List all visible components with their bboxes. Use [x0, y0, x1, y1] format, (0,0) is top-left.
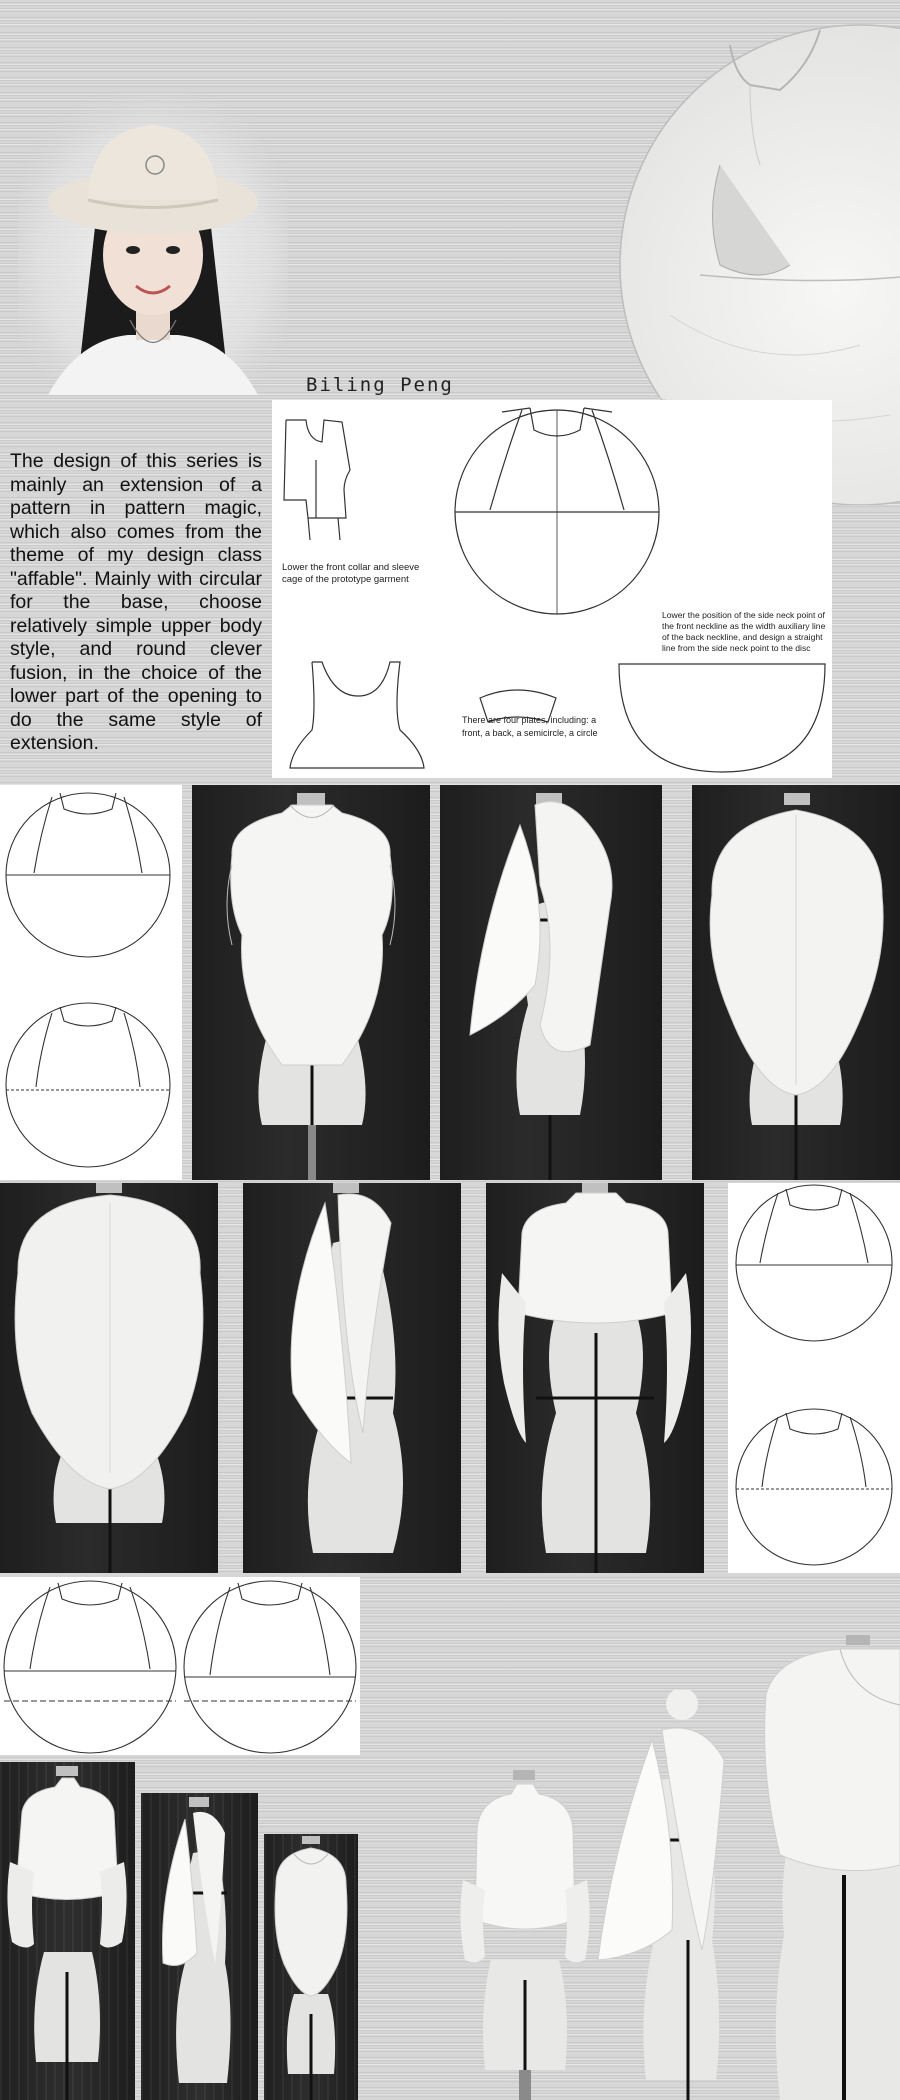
pattern-circles-front-back [0, 785, 182, 1180]
intro-text: The design of this series is mainly an extension of a pattern in pattern magic, which also comes from the theme of my design class "affable". Mainly with circular for the base, choose relatively simple upper body style, and round clever fusion, in the choice of the lower part of the opening to do the same style of extension. [10, 450, 262, 754]
dress-form-photo-small-front [0, 1762, 135, 2100]
note-prototype: Lower the front collar and sleeve cage of the prototype garment [282, 562, 420, 585]
designer-name: Biling Peng [306, 374, 454, 396]
portrait-photo [18, 90, 288, 395]
dress-form-photo-small-side [141, 1793, 258, 2100]
pattern-circles-third [0, 1577, 360, 1755]
cutout-dress-form-side [592, 1690, 762, 2100]
dress-form-photo-front [192, 785, 430, 1180]
dress-form-photo-front-2 [486, 1183, 704, 1573]
pattern-circles-right [728, 1183, 900, 1573]
note-neckline: Lower the position of the side neck point of the front neckline as the width auxiliary line of the back neckline, and design a straight line from the side neck point to the disc [662, 610, 826, 653]
dress-form-photo-back-2 [0, 1183, 218, 1573]
dress-form-photo-back [692, 785, 900, 1180]
dress-form-photo-side [440, 785, 662, 1180]
cutout-dress-form-front [455, 1770, 595, 2100]
note-plates: There are four plates, including: a front, a back, a semicircle, a circle [462, 715, 598, 738]
dress-form-photo-side-2 [243, 1183, 461, 1573]
cutout-dress-form-large [760, 1635, 900, 2100]
dress-form-photo-small-back [264, 1834, 358, 2100]
